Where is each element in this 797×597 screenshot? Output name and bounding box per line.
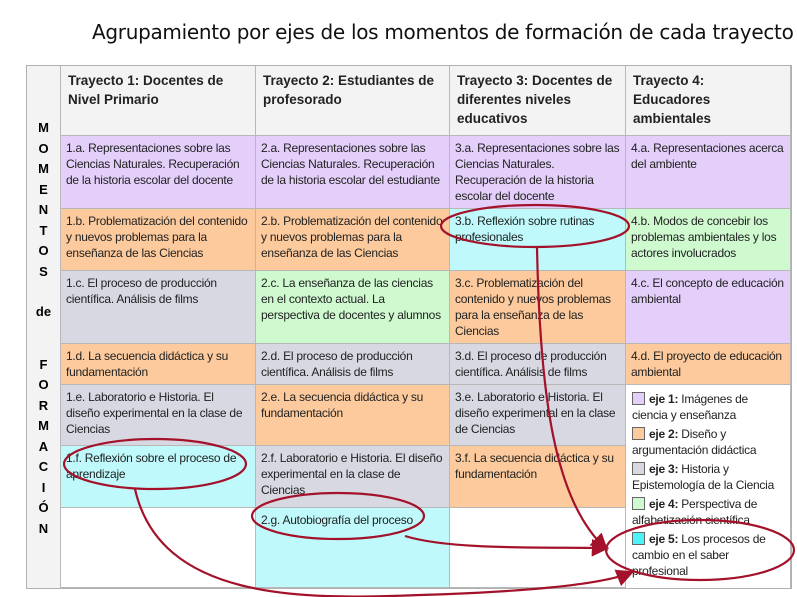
cell-2b: 2.b. Problematización del contenido y nuevos problemas para la enseñanza de las Ciencias bbox=[256, 209, 450, 271]
side-letter: C bbox=[38, 459, 49, 474]
legend-item-eje-4: eje 4: Perspectiva de alfabetización científica bbox=[632, 497, 758, 527]
side-letter: N bbox=[38, 520, 49, 536]
header-trayecto-4: Trayecto 4: Educadores ambientales bbox=[626, 66, 791, 136]
cell-2c: 2.c. La enseñanza de las ciencias en el contexto actual. La perspectiva de docentes y alumnos bbox=[256, 271, 450, 344]
side-letter: N bbox=[38, 202, 49, 217]
side-letter: O bbox=[38, 377, 49, 392]
formation-table bbox=[26, 65, 792, 589]
side-label-momentos-de-formacion bbox=[27, 66, 61, 588]
swatch-icon bbox=[632, 532, 645, 545]
cell-1b: 1.b. Problematización del contenido y nuevos problemas para la enseñanza de las Ciencias bbox=[61, 209, 256, 271]
cell-2e: 2.e. La secuencia didáctica y su fundamentación bbox=[256, 385, 450, 446]
side-letter: M bbox=[38, 418, 49, 433]
cell-4a: 4.a. Representaciones acerca del ambiente bbox=[626, 136, 791, 209]
cell-2d: 2.d. El proceso de producción científica. Análisis de films bbox=[256, 344, 450, 385]
swatch-icon bbox=[632, 462, 645, 475]
side-letter: I bbox=[41, 479, 46, 495]
cell-3b: 3.b. Reflexión sobre rutinas profesionales bbox=[450, 209, 626, 271]
legend-item-eje-2: eje 2: Diseño y argumentación didáctica bbox=[632, 427, 757, 457]
cell-1a: 1.a. Representaciones sobre las Ciencias Naturales. Recuperación de la historia escolar del docente bbox=[61, 136, 256, 209]
page-title: Agrupamiento por ejes de los momentos de formación de cada trayecto bbox=[92, 20, 794, 44]
cell-4c: 4.c. El concepto de educación ambiental bbox=[626, 271, 791, 344]
cell-3c: 3.c. Problematización del contenido y nuevos problemas para la enseñanza de las Ciencias bbox=[450, 271, 626, 344]
header-trayecto-1: Trayecto 1: Docentes de Nivel Primario bbox=[61, 66, 256, 136]
legend-item-eje-1: eje 1: Imágenes de ciencia y enseñanza bbox=[632, 392, 748, 422]
cell-1d: 1.d. La secuencia didáctica y su fundamentación bbox=[61, 344, 256, 385]
cell-3d: 3.d. El proceso de producción científica. Análisis de films bbox=[450, 344, 626, 385]
cell-1c: 1.c. El proceso de producción científica. Análisis de films bbox=[61, 271, 256, 344]
side-letter: F bbox=[39, 356, 48, 372]
cell-3f: 3.f. La secuencia didáctica y su fundamentación bbox=[450, 446, 626, 509]
side-letter: O bbox=[38, 243, 49, 258]
side-letter: R bbox=[38, 397, 49, 413]
header-trayecto-2: Trayecto 2: Estudiantes de profesorado bbox=[256, 66, 450, 136]
legend-item-eje-3: eje 3: Historia y Epistemología de la Ciencia bbox=[632, 462, 775, 492]
side-letter: Ó bbox=[38, 500, 49, 515]
cell-4d: 4.d. El proyecto de educación ambiental bbox=[626, 344, 791, 385]
cell-3e: 3.e. Laboratorio e Historia. El diseño experimental en la clase de Ciencias bbox=[450, 385, 626, 446]
side-letter: M bbox=[38, 161, 49, 176]
swatch-icon bbox=[632, 497, 645, 510]
cell-2a: 2.a. Representaciones sobre las Ciencias Naturales. Recuperación de la historia escolar del estudiante bbox=[256, 136, 450, 209]
header-trayecto-3: Trayecto 3: Docentes de diferentes niveles educativos bbox=[450, 66, 626, 136]
legend-item-eje-5: eje 5: Los procesos de cambio en el saber profesional bbox=[632, 532, 766, 578]
legend bbox=[626, 385, 791, 588]
side-letter: S bbox=[39, 263, 48, 279]
side-letter: A bbox=[38, 438, 49, 454]
side-letter: E bbox=[39, 181, 48, 197]
cell-3a: 3.a. Representaciones sobre las Ciencias Naturales. Recuperación de la historia escolar del docente bbox=[450, 136, 626, 209]
cell-2f: 2.f. Laboratorio e Historia. El diseño experimental en la clase de Ciencias bbox=[256, 446, 450, 509]
cell-2g: 2.g. Autobiografía del proceso bbox=[256, 508, 450, 588]
swatch-icon bbox=[632, 392, 645, 405]
cell-1g bbox=[61, 508, 256, 588]
side-letter: de bbox=[35, 304, 52, 319]
cell-4b: 4.b. Modos de concebir los problemas ambientales y los actores involucrados bbox=[626, 209, 791, 271]
swatch-icon bbox=[632, 427, 645, 440]
side-letter: M bbox=[38, 120, 49, 135]
cell-3g bbox=[450, 508, 626, 588]
side-letter: O bbox=[38, 140, 49, 156]
cell-1e: 1.e. Laboratorio e Historia. El diseño experimental en la clase de Ciencias bbox=[61, 385, 256, 446]
side-letter: T bbox=[39, 222, 48, 238]
cell-1f: 1.f. Reflexión sobre el proceso de aprendizaje bbox=[61, 446, 256, 509]
